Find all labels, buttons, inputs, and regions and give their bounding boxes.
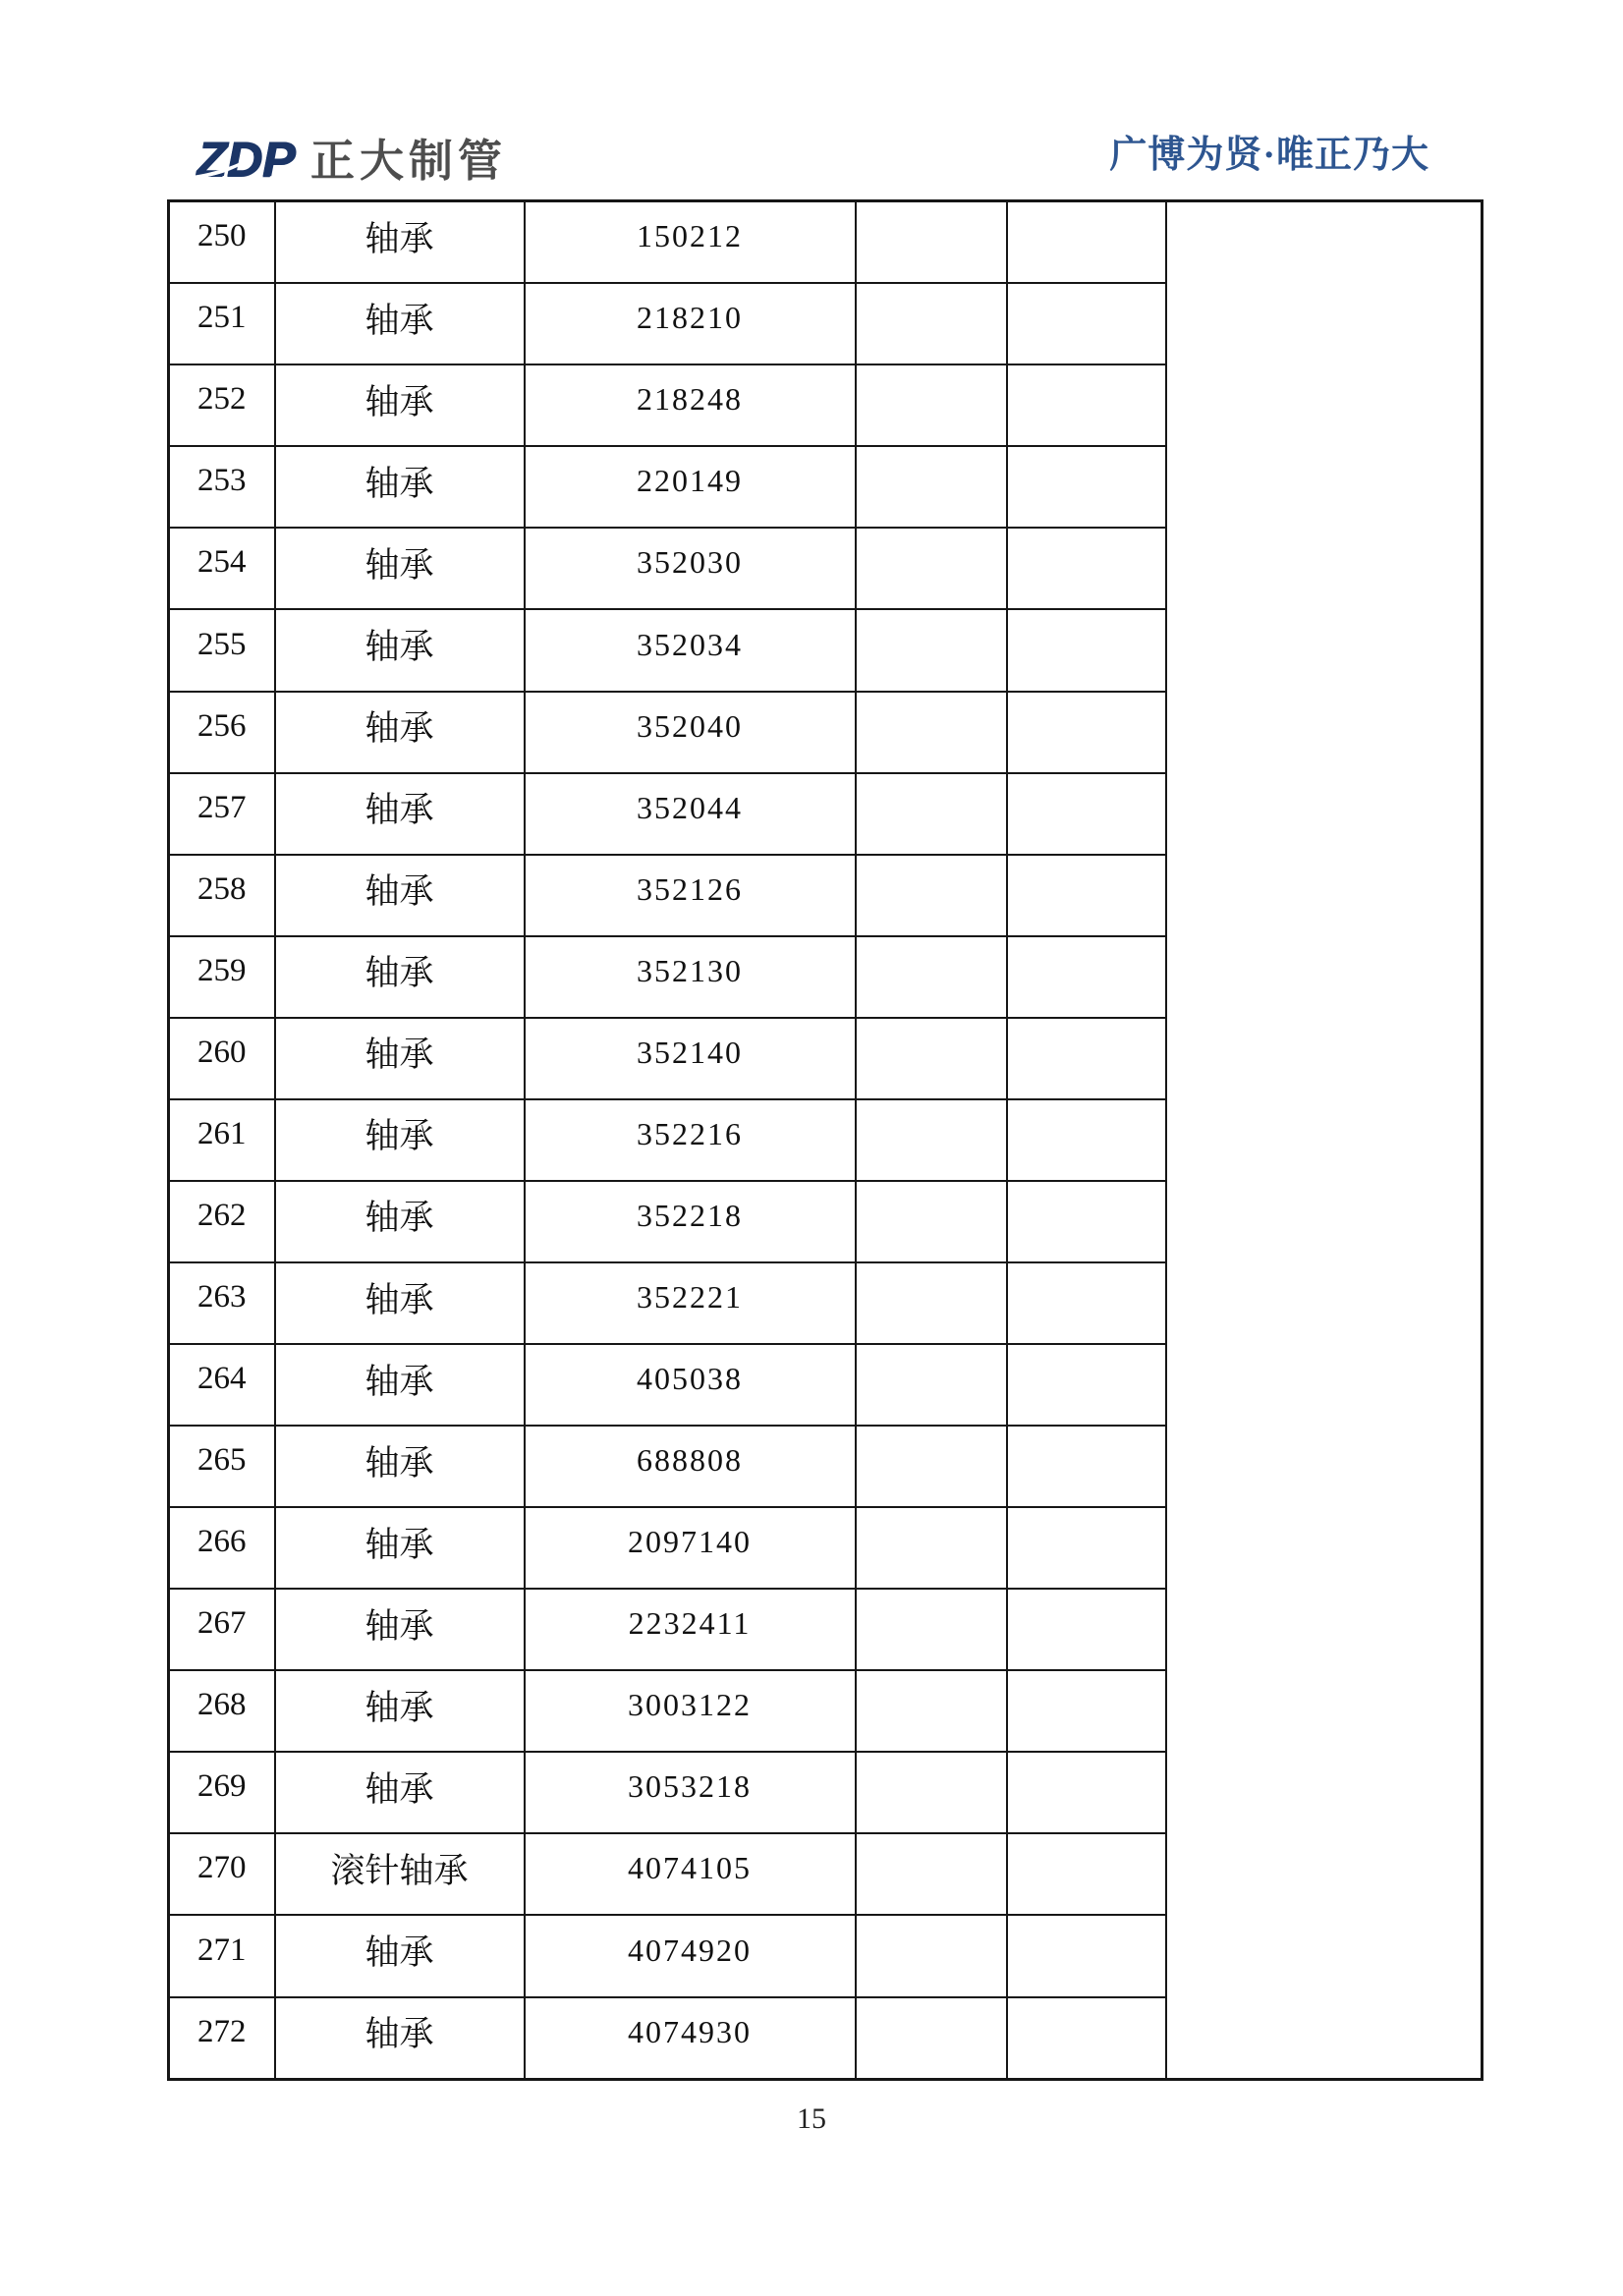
serial-number: 261 <box>169 1099 275 1181</box>
part-name: 轴承 <box>275 1099 525 1181</box>
table-row <box>169 201 1483 284</box>
blank-cell-1 <box>856 1833 1007 1915</box>
serial-number: 257 <box>169 773 275 855</box>
blank-cell-1 <box>856 528 1007 609</box>
blank-cell-1 <box>856 1670 1007 1752</box>
blank-cell-1 <box>856 446 1007 528</box>
part-number: 4074105 <box>525 1833 856 1915</box>
part-name: 轴承 <box>275 773 525 855</box>
blank-cell-2 <box>1007 1752 1166 1833</box>
serial-number: 254 <box>169 528 275 609</box>
blank-cell-1 <box>856 1915 1007 1996</box>
zdp-logo-text <box>196 132 295 187</box>
serial-number: 258 <box>169 855 275 936</box>
blank-cell-2 <box>1007 1997 1166 2080</box>
blank-cell-1 <box>856 201 1007 284</box>
part-name: 轴承 <box>275 1507 525 1589</box>
blank-cell-2 <box>1007 364 1166 446</box>
blank-cell-1 <box>856 1099 1007 1181</box>
blank-cell-2 <box>1007 528 1166 609</box>
part-number: 352034 <box>525 609 856 691</box>
part-name: 轴承 <box>275 1181 525 1262</box>
blank-cell-2 <box>1007 446 1166 528</box>
serial-number: 262 <box>169 1181 275 1262</box>
blank-cell-1 <box>856 1262 1007 1344</box>
part-number: 3053218 <box>525 1752 856 1833</box>
serial-number: 259 <box>169 936 275 1018</box>
serial-number: 253 <box>169 446 275 528</box>
blank-cell-2 <box>1007 773 1166 855</box>
serial-number: 265 <box>169 1426 275 1507</box>
part-name: 轴承 <box>275 1752 525 1833</box>
blank-cell-2 <box>1007 855 1166 936</box>
part-number: 352216 <box>525 1099 856 1181</box>
part-name: 轴承 <box>275 609 525 691</box>
serial-number: 267 <box>169 1589 275 1670</box>
blank-cell-1 <box>856 1344 1007 1426</box>
part-number: 352218 <box>525 1181 856 1262</box>
serial-number: 268 <box>169 1670 275 1752</box>
part-name: 轴承 <box>275 283 525 364</box>
part-number: 352040 <box>525 692 856 773</box>
page-header <box>0 0 1623 196</box>
blank-cell-1 <box>856 609 1007 691</box>
blank-cell-2 <box>1007 1915 1166 1996</box>
part-number: 2232411 <box>525 1589 856 1670</box>
serial-number: 260 <box>169 1018 275 1099</box>
blank-cell-1 <box>856 1018 1007 1099</box>
part-name: 轴承 <box>275 1589 525 1670</box>
company-logo <box>196 132 508 187</box>
page-number: 15 <box>797 2102 826 2135</box>
part-name: 轴承 <box>275 528 525 609</box>
blank-cell-2 <box>1007 609 1166 691</box>
part-name: 轴承 <box>275 1018 525 1099</box>
serial-number: 251 <box>169 283 275 364</box>
serial-number: 272 <box>169 1997 275 2080</box>
part-number: 218210 <box>525 283 856 364</box>
part-number: 352140 <box>525 1018 856 1099</box>
part-name: 轴承 <box>275 936 525 1018</box>
part-number: 352044 <box>525 773 856 855</box>
page-footer <box>0 2102 1623 2136</box>
part-number: 4074930 <box>525 1997 856 2080</box>
part-number: 220149 <box>525 446 856 528</box>
blank-cell-2 <box>1007 1344 1166 1426</box>
part-name: 轴承 <box>275 1262 525 1344</box>
serial-number: 269 <box>169 1752 275 1833</box>
blank-cell-2 <box>1007 1670 1166 1752</box>
part-number: 4074920 <box>525 1915 856 1996</box>
blank-cell-2 <box>1007 1589 1166 1670</box>
blank-cell-2 <box>1007 1181 1166 1262</box>
notes-merged-cell <box>1166 201 1483 2080</box>
part-number: 218248 <box>525 364 856 446</box>
part-number: 688808 <box>525 1426 856 1507</box>
part-number: 3003122 <box>525 1670 856 1752</box>
serial-number: 252 <box>169 364 275 446</box>
part-number: 352030 <box>525 528 856 609</box>
part-name: 轴承 <box>275 201 525 284</box>
serial-number: 250 <box>169 201 275 284</box>
part-name: 轴承 <box>275 364 525 446</box>
serial-number: 270 <box>169 1833 275 1915</box>
serial-number: 264 <box>169 1344 275 1426</box>
part-number: 150212 <box>525 201 856 284</box>
company-slogan: 广博为贤·唯正乃大 <box>1109 135 1429 176</box>
serial-number: 271 <box>169 1915 275 1996</box>
blank-cell-2 <box>1007 1262 1166 1344</box>
blank-cell-1 <box>856 855 1007 936</box>
blank-cell-2 <box>1007 283 1166 364</box>
company-name: 正大制管 <box>310 136 508 186</box>
part-name: 滚针轴承 <box>275 1833 525 1915</box>
part-name: 轴承 <box>275 1426 525 1507</box>
part-name: 轴承 <box>275 446 525 528</box>
blank-cell-1 <box>856 1589 1007 1670</box>
blank-cell-2 <box>1007 1507 1166 1589</box>
blank-cell-1 <box>856 1997 1007 2080</box>
part-number: 352126 <box>525 855 856 936</box>
part-name: 轴承 <box>275 855 525 936</box>
serial-number: 266 <box>169 1507 275 1589</box>
blank-cell-1 <box>856 692 1007 773</box>
part-name: 轴承 <box>275 1344 525 1426</box>
blank-cell-2 <box>1007 936 1166 1018</box>
part-number: 2097140 <box>525 1507 856 1589</box>
part-name: 轴承 <box>275 1670 525 1752</box>
part-name: 轴承 <box>275 692 525 773</box>
parts-table <box>167 199 1483 2081</box>
part-number: 352130 <box>525 936 856 1018</box>
part-number: 405038 <box>525 1344 856 1426</box>
blank-cell-1 <box>856 936 1007 1018</box>
blank-cell-1 <box>856 773 1007 855</box>
blank-cell-1 <box>856 283 1007 364</box>
part-number: 352221 <box>525 1262 856 1344</box>
serial-number: 255 <box>169 609 275 691</box>
blank-cell-2 <box>1007 1099 1166 1181</box>
blank-cell-2 <box>1007 1018 1166 1099</box>
blank-cell-1 <box>856 364 1007 446</box>
blank-cell-2 <box>1007 201 1166 284</box>
blank-cell-1 <box>856 1507 1007 1589</box>
serial-number: 256 <box>169 692 275 773</box>
blank-cell-1 <box>856 1752 1007 1833</box>
blank-cell-1 <box>856 1181 1007 1262</box>
part-name: 轴承 <box>275 1915 525 1996</box>
parts-table-body <box>169 201 1483 2080</box>
blank-cell-2 <box>1007 692 1166 773</box>
blank-cell-2 <box>1007 1833 1166 1915</box>
zdp-logo-letters: ZDP <box>196 132 295 187</box>
part-name: 轴承 <box>275 1997 525 2080</box>
blank-cell-1 <box>856 1426 1007 1507</box>
blank-cell-2 <box>1007 1426 1166 1507</box>
serial-number: 263 <box>169 1262 275 1344</box>
